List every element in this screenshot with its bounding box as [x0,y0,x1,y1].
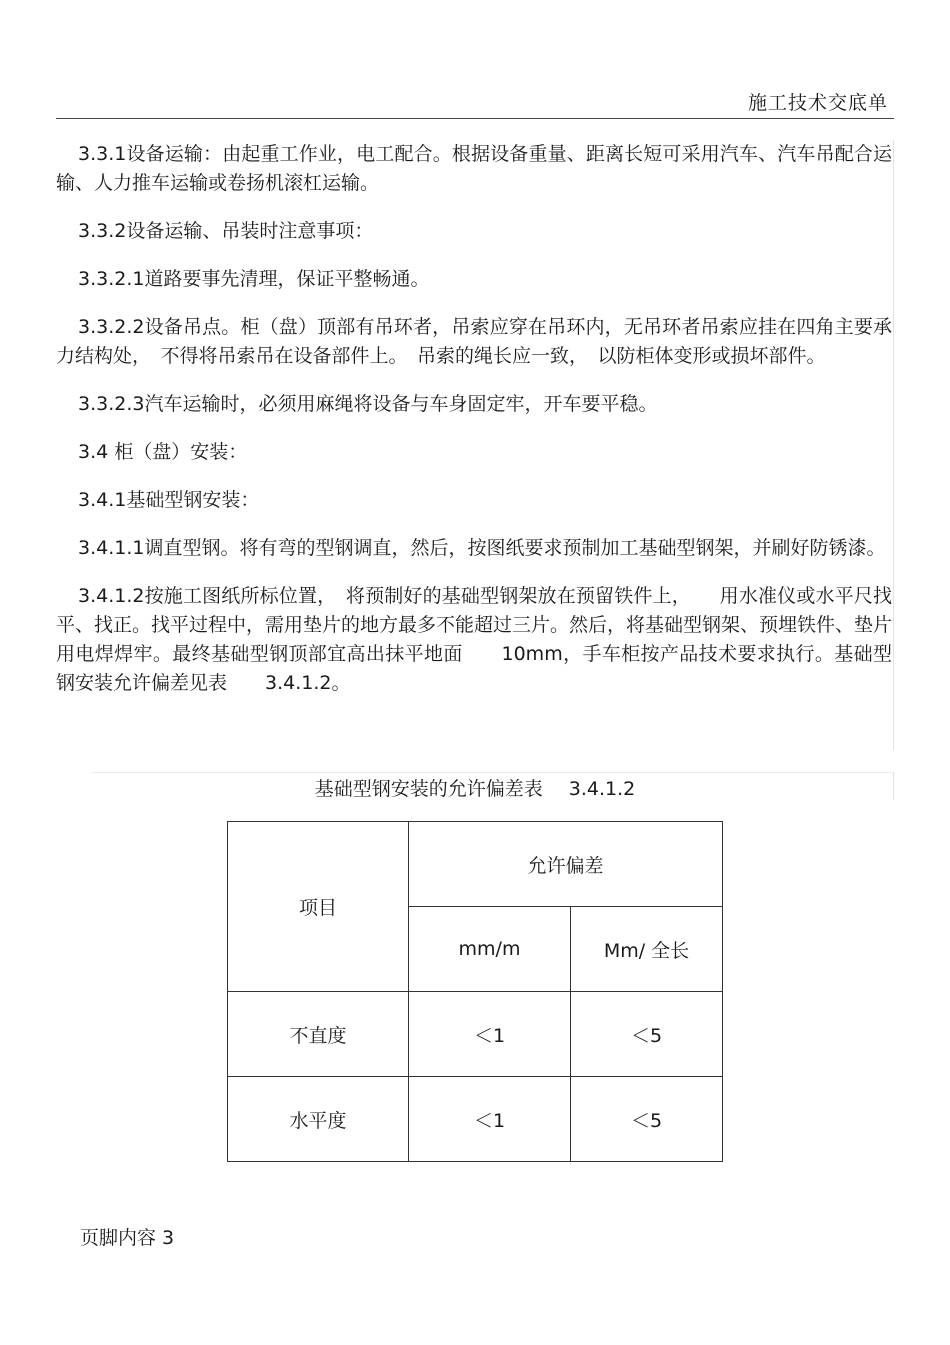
header-item-cell: 项目 [228,822,409,992]
table-caption-title: 基础型钢安装的允许偏差表 [314,778,543,800]
paragraph-3-3-2: 3.3.2设备运输、吊装时注意事项： [78,220,374,242]
table-caption [0,774,950,801]
paragraph-3-4: 3.4 柜（盘）安装： [78,441,248,463]
table-header-row [228,822,723,907]
paragraph-3-3-1: 3.3.1设备运输：由起重工作业，电工配合。根据设备重量、距离长短可采用汽车、汽车吊配合运输、人力推车运输或卷扬机滚杠运输。 [56,143,892,194]
row-full-length-cell: ＜5 [571,1077,723,1162]
document-body [56,140,892,717]
header-col-full-length: Mm/ 全长 [571,907,723,992]
deviation-table [227,821,723,1162]
header-col-per-meter: mm/m [409,907,571,992]
page-footer: 页脚内容 3 [80,1227,175,1249]
table-row [228,1077,723,1162]
caption-divider [92,772,893,773]
margin-line [893,140,894,750]
paragraph-3-3-2-3: 3.3.2.3汽车运输时，必须用麻绳将设备与车身固定牢，开车要平稳。 [78,393,658,415]
table-row [228,992,723,1077]
paragraph-3-3-2-1: 3.3.2.1道路要事先清理，保证平整畅通。 [78,268,430,290]
row-per-meter-cell: ＜1 [409,1077,571,1162]
row-per-meter-cell: ＜1 [409,992,571,1077]
paragraph-3-4-1: 3.4.1基础型钢安装： [78,489,260,511]
row-full-length-cell: ＜5 [571,992,723,1077]
row-item-cell: 不直度 [228,992,409,1077]
paragraph-3-3-2-2: 3.3.2.2设备吊点。柜（盘）顶部有吊环者，吊索应穿在吊环内，无吊环者吊索应挂在四角主要承力结构处， 不得将吊索吊在设备部件上。 吊索的绳长应一致， 以防柜体变形或损坏部件。 [56,316,892,367]
table-caption-number: 3.4.1.2 [568,778,636,800]
header-divider [56,118,894,119]
row-item-cell: 水平度 [228,1077,409,1162]
paragraph-3-4-1-2: 3.4.1.2按施工图纸所标位置， 将预制好的基础型钢架放在预留铁件上， 用水准仪或水平尺找平、找正。找平过程中，需用垫片的地方最多不能超过三片。然后，将基础型钢架、预埋铁件、垫片用电焊焊牢。最终基础型钢顶部宜高出抹平地面 10mm，手车柜按产品技术要求执行。基础型钢安装允许偏差见表 3.4.1.2。 [56,585,893,694]
header-group-cell: 允许偏差 [409,822,723,907]
document-header-title: 施工技术交底单 [747,92,888,114]
paragraph-3-4-1-1: 3.4.1.1调直型钢。将有弯的型钢调直，然后，按图纸要求预制加工基础型钢架，并刷好防锈漆。 [78,537,886,559]
